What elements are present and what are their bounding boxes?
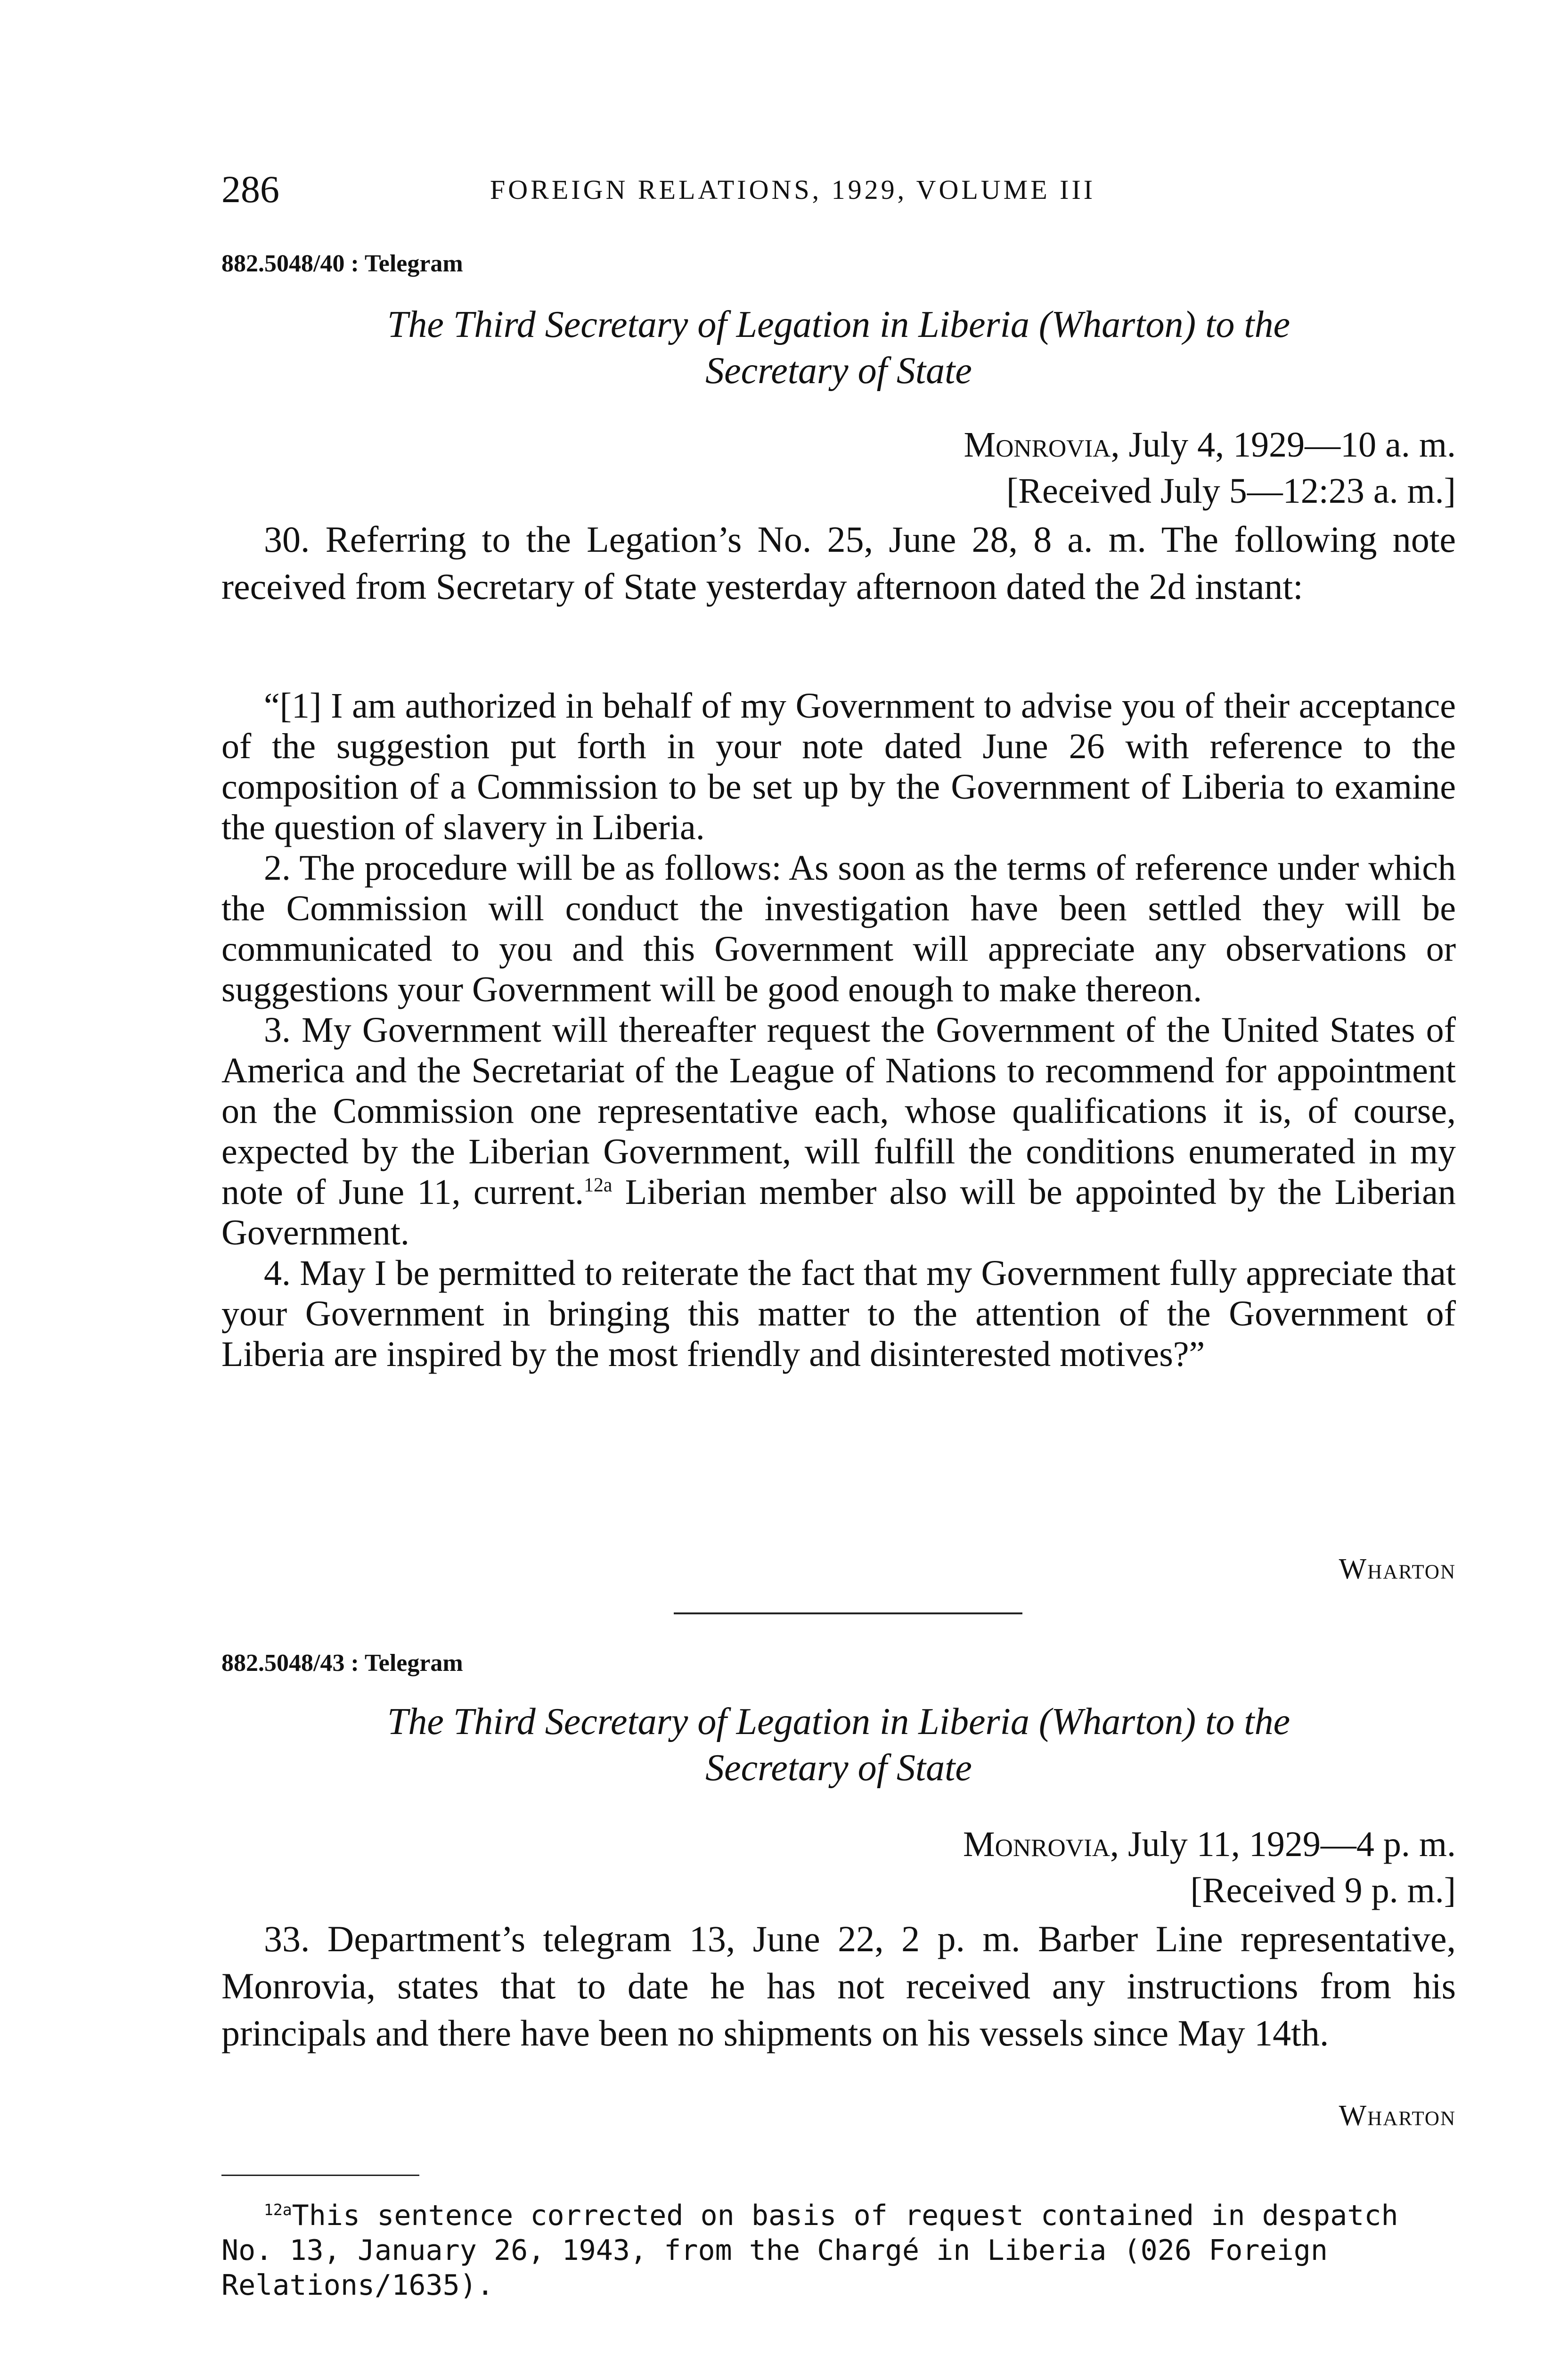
intro-paragraph: 30. Referring to the Legation’s No. 25, June 28, 8 a. m. The following note received from Secretary of State yesterday afternoon dated the 2d instant: bbox=[221, 519, 1456, 607]
date: July 4, 1929—10 a. m. bbox=[1119, 425, 1456, 465]
file-number: 882.5048/43 : Telegram bbox=[221, 1650, 463, 1677]
document-heading bbox=[221, 1699, 1456, 1791]
note-paragraph-2: 2. The procedure will be as follows: As soon as the terms of reference under which the Commission will conduct the investigation have been settled they will be communicated to you and this Government will appreciate any observations or suggestions your Government will be good enough to make thereon. bbox=[221, 848, 1456, 1009]
signature: Wharton bbox=[1339, 2100, 1456, 2132]
note-paragraph-1: “[1] I am authorized in behalf of my Government to advise you of their acceptance of the suggestion put forth in your note dated June 26 with reference to the composition of a Commission to be set up by the Government of Liberia to examine the question of slavery in Liberia. bbox=[221, 686, 1456, 847]
dateline bbox=[963, 1821, 1456, 1867]
dateline bbox=[964, 422, 1456, 468]
running-head bbox=[221, 167, 1296, 219]
paragraph-text: Liberian member also will be appointed by the Liberian Government. bbox=[221, 1172, 1456, 1252]
note-paragraph-4: 4. May I be permitted to reiterate the fact that my Government fully appreciate that your Government in bringing this matter to the attention of the Government of Liberia are inspired by the most friendly and disinterested motives?” bbox=[221, 1253, 1456, 1374]
footnote-text: This sentence corrected on basis of request contained in despatch No. 13, January 26, 1943, from the Chargé in Liberia (026 Foreign Relations/1635). bbox=[221, 2199, 1398, 2302]
section-divider bbox=[674, 1612, 1022, 1614]
footnote bbox=[221, 2198, 1456, 2303]
paragraph-text: 3. My Government will thereafter request the Government of the United States of America and the Secretariat of the League of Nations to recommend for appointment on the Commission one representative each, whose qualifications it is, of course, expected by the Liberian Government, will fulfill the conditions enumerated in my note of June 11, current. bbox=[221, 1010, 1456, 1212]
heading-line: Secretary of State bbox=[705, 350, 972, 392]
running-title: FOREIGN RELATIONS, 1929, VOLUME III bbox=[490, 174, 1096, 205]
received-line: [Received July 5—12:23 a. m.] bbox=[1006, 471, 1456, 511]
document-heading bbox=[221, 302, 1456, 394]
quoted-note bbox=[221, 686, 1456, 1374]
date: July 11, 1929—4 p. m. bbox=[1119, 1824, 1456, 1864]
telegram-body bbox=[221, 1915, 1456, 2057]
footnote-ref[interactable]: 12a bbox=[584, 1174, 612, 1196]
heading-line: Secretary of State bbox=[705, 1747, 972, 1789]
body-paragraph: 33. Department’s telegram 13, June 22, 2 p. m. Barber Line representative, Monrovia, states that to date he has not received any instructions from his principals and there have been no shipments on his vessels since May 14th. bbox=[221, 1918, 1456, 2053]
telegram-intro bbox=[221, 516, 1456, 610]
heading-line: The Third Secretary of Legation in Liberia (Wharton) to the bbox=[387, 304, 1290, 345]
received-line: [Received 9 p. m.] bbox=[1190, 1871, 1456, 1910]
place: Monrovia, bbox=[963, 1824, 1119, 1864]
footnote-rule bbox=[221, 2175, 419, 2176]
place: Monrovia, bbox=[964, 425, 1120, 465]
signature: Wharton bbox=[1339, 1553, 1456, 1585]
file-number: 882.5048/40 : Telegram bbox=[221, 250, 463, 277]
note-paragraph-3 bbox=[221, 1010, 1456, 1253]
page-number: 286 bbox=[221, 168, 279, 211]
footnote-marker: 12a bbox=[264, 2201, 292, 2219]
heading-line: The Third Secretary of Legation in Liberia (Wharton) to the bbox=[387, 1701, 1290, 1742]
